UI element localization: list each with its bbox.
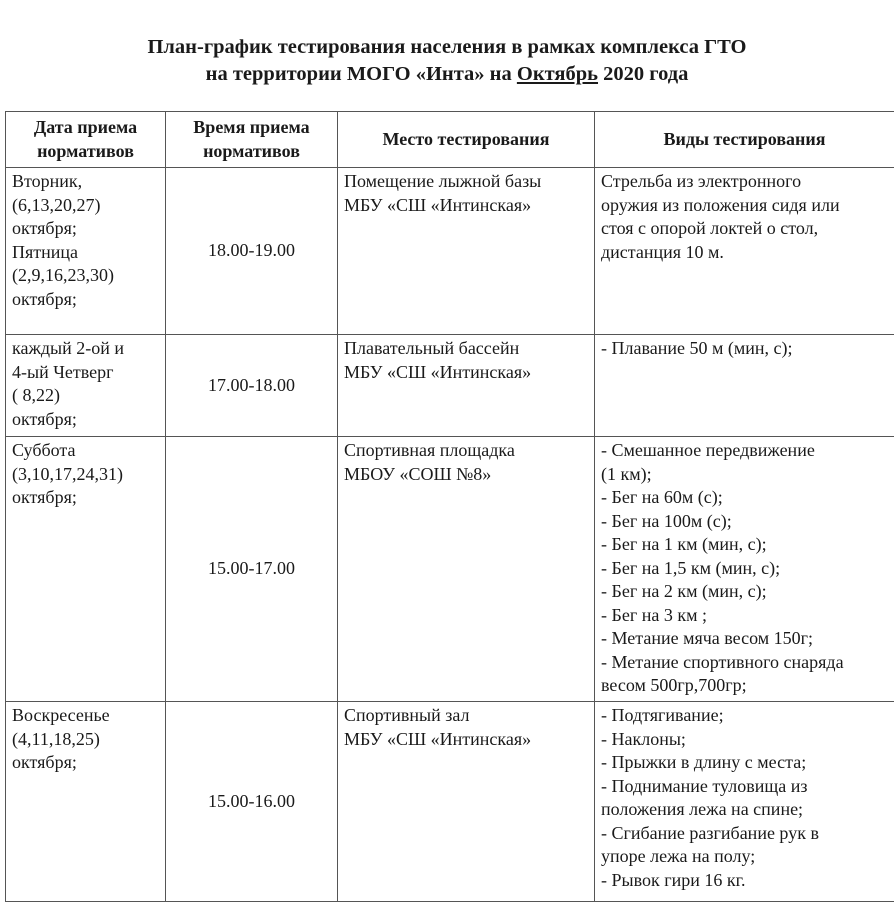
cell-types: - Смешанное передвижение (1 км); - Бег на 60м (с); - Бег на 100м (с); - Бег на 1 км (мин, с); - Бег на 1,5 км (мин, с); - Бег на 2 км (мин, с); - Бег на 3 км ; - Метание мяча весом 150г; - Метание спортивного снаряда весом 500гр,700гр; (595, 437, 894, 702)
cell-place: Спортивная площадка МБОУ «СОШ №8» (338, 437, 595, 702)
cell-date: Суббота (3,10,17,24,31) октября; (6, 437, 166, 702)
title-prefix: на территории МОГО «Инта» на (205, 63, 517, 85)
document-title (0, 34, 894, 88)
cell-types: - Подтягивание; - Наклоны; - Прыжки в длину с места; - Поднимание туловища из положения лежа на спине; - Сгибание разгибание рук в упоре лежа на полу; - Рывок гири 16 кг. (595, 702, 894, 902)
cell-time: 15.00-16.00 (166, 702, 338, 902)
header-types: Виды тестирования (595, 112, 894, 168)
table-header-row (6, 112, 894, 168)
cell-date: Вторник, (6,13,20,27) октября; Пятница (2,9,16,23,30) октября; (6, 168, 166, 335)
cell-time: 18.00-19.00 (166, 168, 338, 335)
cell-types: Стрельба из электронного оружия из положения сидя или стоя с опорой локтей о стол, дистанция 10 м. (595, 168, 894, 335)
table-row (6, 702, 894, 902)
table-row (6, 437, 894, 702)
cell-time: 15.00-17.00 (166, 437, 338, 702)
schedule-table (5, 111, 894, 902)
header-date: Дата приема нормативов (6, 112, 166, 168)
header-place: Место тестирования (338, 112, 595, 168)
cell-time: 17.00-18.00 (166, 335, 338, 437)
cell-types: - Плавание 50 м (мин, с); (595, 335, 894, 437)
title-line-2 (0, 61, 894, 88)
cell-place: Спортивный зал МБУ «СШ «Интинская» (338, 702, 595, 902)
cell-place: Помещение лыжной базы МБУ «СШ «Интинская» (338, 168, 595, 335)
table-row (6, 335, 894, 437)
cell-date: Воскресенье (4,11,18,25) октября; (6, 702, 166, 902)
cell-place: Плавательный бассейн МБУ «СШ «Интинская» (338, 335, 595, 437)
title-month: Октябрь (516, 63, 599, 85)
header-time: Время приема нормативов (166, 112, 338, 168)
title-suffix: 2020 года (598, 63, 689, 85)
table-row (6, 168, 894, 335)
title-line-1: План-график тестирования населения в рамках комплекса ГТО (147, 36, 747, 58)
cell-date: каждый 2-ой и 4-ый Четверг ( 8,22) октября; (6, 335, 166, 437)
